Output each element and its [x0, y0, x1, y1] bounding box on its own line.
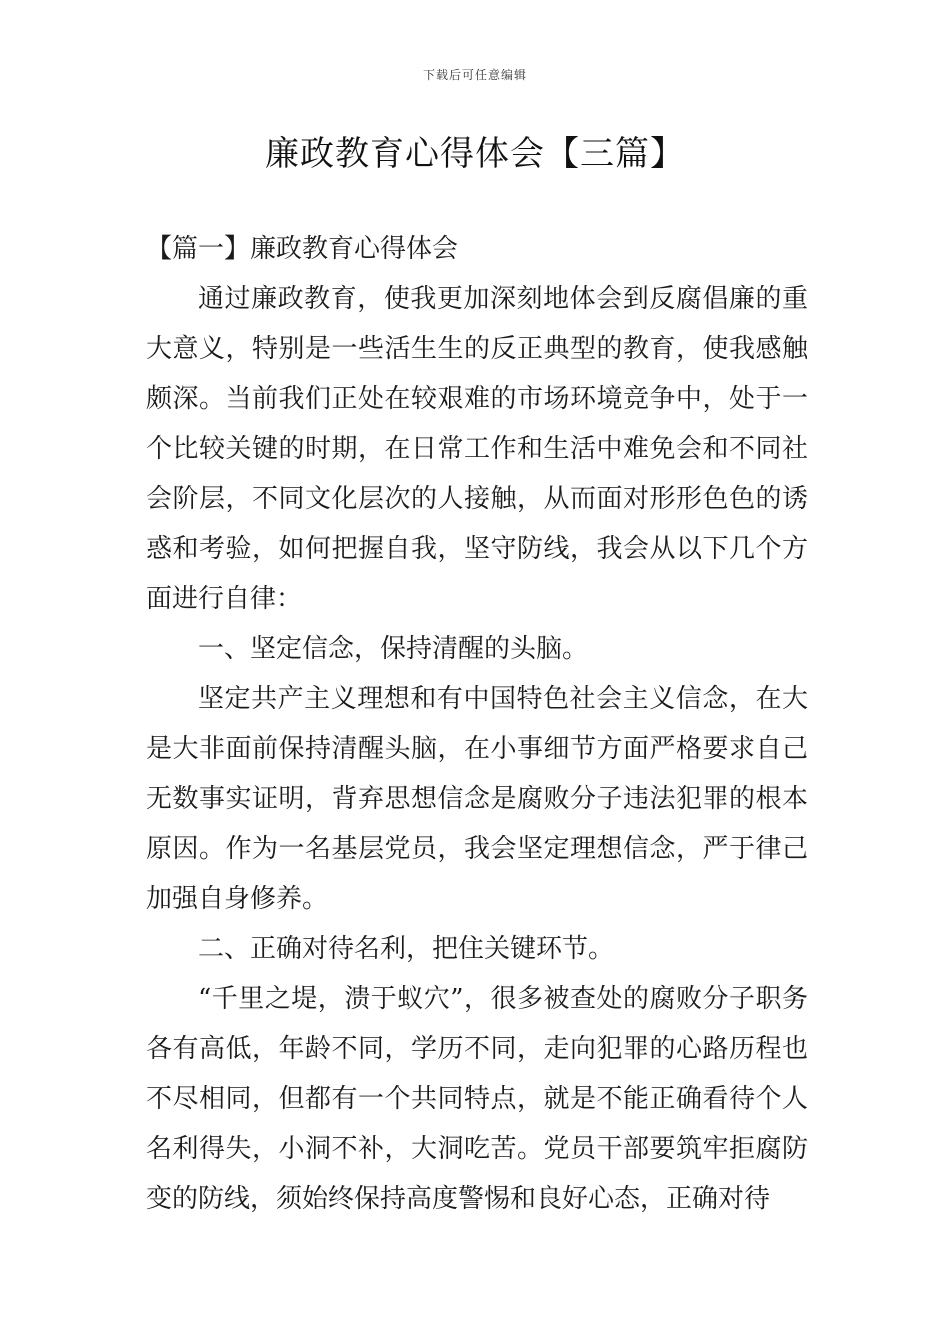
paragraph-intro: 通过廉政教育，使我更加深刻地体会到反腐倡廉的重大意义，特别是一些活生生的反正典型的教育，使我感触颇深。当前我们正处在较艰难的市场环境竞争中，处于一个比较关键的时期，在日常工作和生活中难免会和不同社会阶层，不同文化层次的人接触，从而面对形形色色的诱惑和考验，如何把握自我，坚守防线，我会从以下几个方面进行自律：: [146, 284, 808, 614]
paragraph-one: 坚定共产主义理想和有中国特色社会主义信念，在大是大非面前保持清醒头脑，在小事细节方面严格要求自己无数事实证明，背弃思想信念是腐败分子违法犯罪的根本原因。作为一名基层党员，我会坚定理想信念，严于律己加强自身修养。: [146, 684, 808, 914]
document-title: 廉政教育心得体会【三篇】: [265, 134, 685, 174]
document-body: [146, 224, 808, 1224]
section-heading: 【篇一】廉政教育心得体会: [146, 234, 459, 264]
paragraph-two: “千里之堤，溃于蚁穴”，很多被查处的腐败分子职务各有高低，年龄不同，学历不同，走向犯罪的心路历程也不尽相同，但都有一个共同特点，就是不能正确看待个人名利得失，小洞不补，大洞吃苦。党员干部要筑牢拒腐防变的防线，须始终保持高度警惕和良好心态，正确对待: [146, 984, 808, 1214]
subheading-two: 二、正确对待名利，把住关键环节。: [198, 934, 615, 964]
header-note: 下载后可任意编辑: [422, 68, 527, 82]
subheading-one: 一、坚定信念，保持清醒的头脑。: [198, 634, 589, 664]
